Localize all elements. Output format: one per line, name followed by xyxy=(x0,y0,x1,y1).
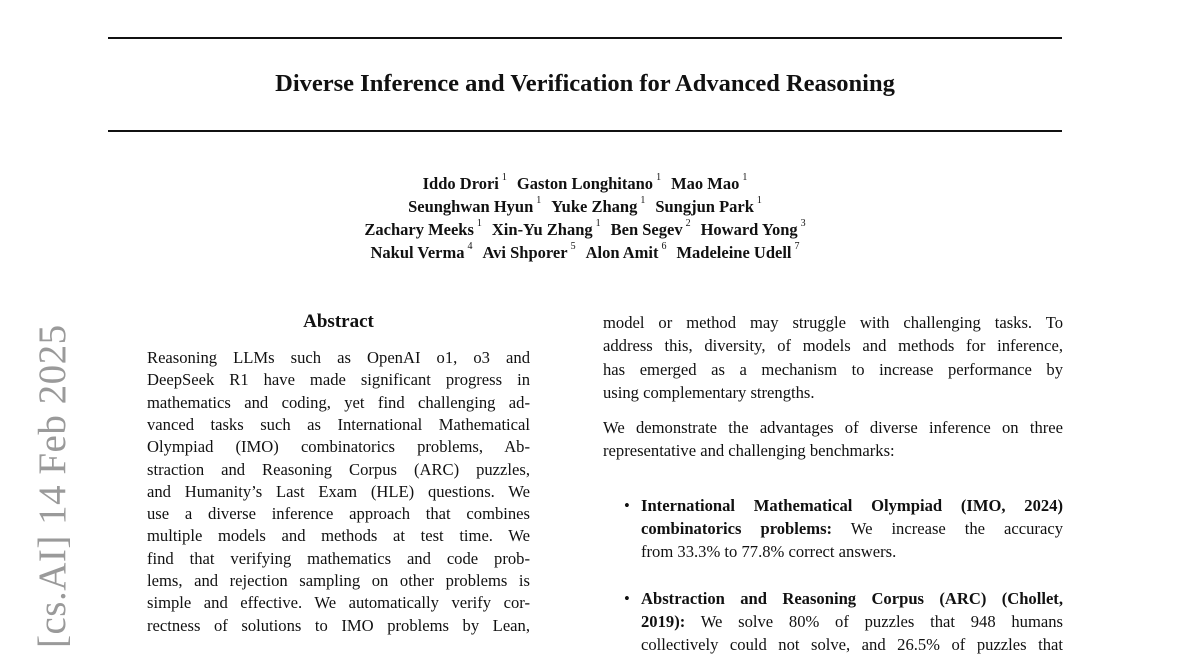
author-name: Iddo Drori $^1$ xyxy=(422,172,507,193)
paragraph-line: We demonstrate the advantages of diverse inference on three xyxy=(603,418,1063,437)
author-affiliation: 6 xyxy=(661,241,667,252)
author-name: Ben Segev $^2$ xyxy=(610,218,691,239)
author-name: Yuke Zhang $^1$ xyxy=(551,195,646,216)
paragraph-line: has emerged as a mechanism to increase performance by xyxy=(603,359,1063,379)
bullet-bold-text: 2019): xyxy=(641,612,686,632)
title-bottom-rule xyxy=(108,130,1062,132)
author-row xyxy=(0,197,1170,217)
author-name: Mao Mao $^1$ xyxy=(671,172,748,193)
abstract-line: mathematics and coding, yet find challenging ad- xyxy=(147,392,530,412)
author-affiliation: 7 xyxy=(794,241,800,252)
abstract-line: Olympiad (IMO) combinatorics problems, Ab- xyxy=(147,437,530,457)
author-affiliation: 1 xyxy=(595,218,601,229)
bullet-line xyxy=(641,519,1063,539)
bullet-text: We increase the accuracy xyxy=(832,519,1063,539)
abstract-line: lems, and rejection sampling on other problems is xyxy=(147,571,530,590)
bullet-bold-text: Abstraction and Reasoning Corpus (ARC) (Chollet, xyxy=(641,589,1063,608)
bullet-bold-text: combinatorics problems: xyxy=(641,519,833,539)
author-affiliation: 1 xyxy=(756,195,762,206)
bullet-text: from 33.3% to 77.8% correct answers. xyxy=(641,542,897,562)
author-name: Madeleine Udell $^7$ xyxy=(676,241,800,262)
author-name: Howard Yong $^3$ xyxy=(700,218,806,239)
author-affiliation: 3 xyxy=(800,218,806,229)
bullet-text: We solve 80% of puzzles that 948 humans xyxy=(685,612,1063,632)
abstract-line: multiple models and methods at test time. We xyxy=(147,526,530,546)
author-name: Gaston Longhitano $^1$ xyxy=(516,172,662,193)
abstract-line: vanced tasks such as International Mathematical xyxy=(147,414,530,434)
author-row xyxy=(0,243,1170,263)
abstract-line: and Humanity’s Last Exam (HLE) questions. We xyxy=(147,481,530,501)
paragraph-line: representative and challenging benchmarks: xyxy=(603,441,895,461)
abstract-line: find that verifying mathematics and code prob- xyxy=(147,548,530,568)
paper-title: Diverse Inference and Verification for Advanced Reasoning xyxy=(275,70,895,97)
arxiv-stamp: [cs.AI] 14 Feb 2025 xyxy=(31,324,74,648)
paragraph-line: using complementary strengths. xyxy=(603,382,815,402)
author-name: Xin-Yu Zhang $^1$ xyxy=(491,218,601,239)
author-row xyxy=(0,220,1170,240)
author-affiliation: 5 xyxy=(570,241,576,252)
author-name: Seunghwan Hyun $^1$ xyxy=(408,195,542,216)
paragraph-line: address this, diversity, of models and methods for inference, xyxy=(603,336,1063,356)
bullet-line xyxy=(641,496,1063,516)
bullet-bold-text: International Mathematical Olympiad (IMO, 2024) xyxy=(641,496,1063,515)
bullet-dot: • xyxy=(624,589,630,608)
bullet-text: collectively could not solve, and 26.5% of puzzles that xyxy=(641,635,1063,655)
author-name: Avi Shporer $^5$ xyxy=(482,241,576,262)
title-top-rule xyxy=(108,37,1062,39)
abstract-line: use a diverse inference approach that combines xyxy=(147,504,530,524)
author-affiliation: 1 xyxy=(640,195,646,206)
author-row xyxy=(0,174,1170,194)
abstract-line: rectness of solutions to IMO problems by Lean, xyxy=(147,615,530,635)
author-affiliation: 2 xyxy=(685,218,691,229)
author-affiliation: 1 xyxy=(536,195,542,206)
author-name: Zachary Meeks $^1$ xyxy=(364,218,482,239)
author-name: Sungjun Park $^1$ xyxy=(655,195,762,216)
bullet-dot: • xyxy=(624,496,630,515)
author-affiliation: 1 xyxy=(501,172,507,183)
abstract-line: straction and Reasoning Corpus (ARC) puzzles, xyxy=(147,459,530,479)
author-affiliation: 1 xyxy=(476,218,482,229)
author-affiliation: 1 xyxy=(656,172,662,183)
paragraph-line: model or method may struggle with challenging tasks. To xyxy=(603,313,1063,332)
author-affiliation: 4 xyxy=(467,241,473,252)
abstract-line: Reasoning LLMs such as OpenAI o1, o3 and xyxy=(147,348,530,367)
bullet-line xyxy=(641,542,1063,562)
bullet-line xyxy=(641,635,1063,655)
author-name: Nakul Verma $^4$ xyxy=(370,241,473,262)
author-name: Alon Amit $^6$ xyxy=(585,241,667,262)
abstract-line: DeepSeek R1 have made significant progress in xyxy=(147,370,530,390)
bullet-line xyxy=(641,612,1063,632)
abstract-line: simple and effective. We automatically verify cor- xyxy=(147,593,530,613)
bullet-line xyxy=(641,589,1063,609)
abstract-heading: Abstract xyxy=(303,311,374,332)
author-affiliation: 1 xyxy=(742,172,748,183)
